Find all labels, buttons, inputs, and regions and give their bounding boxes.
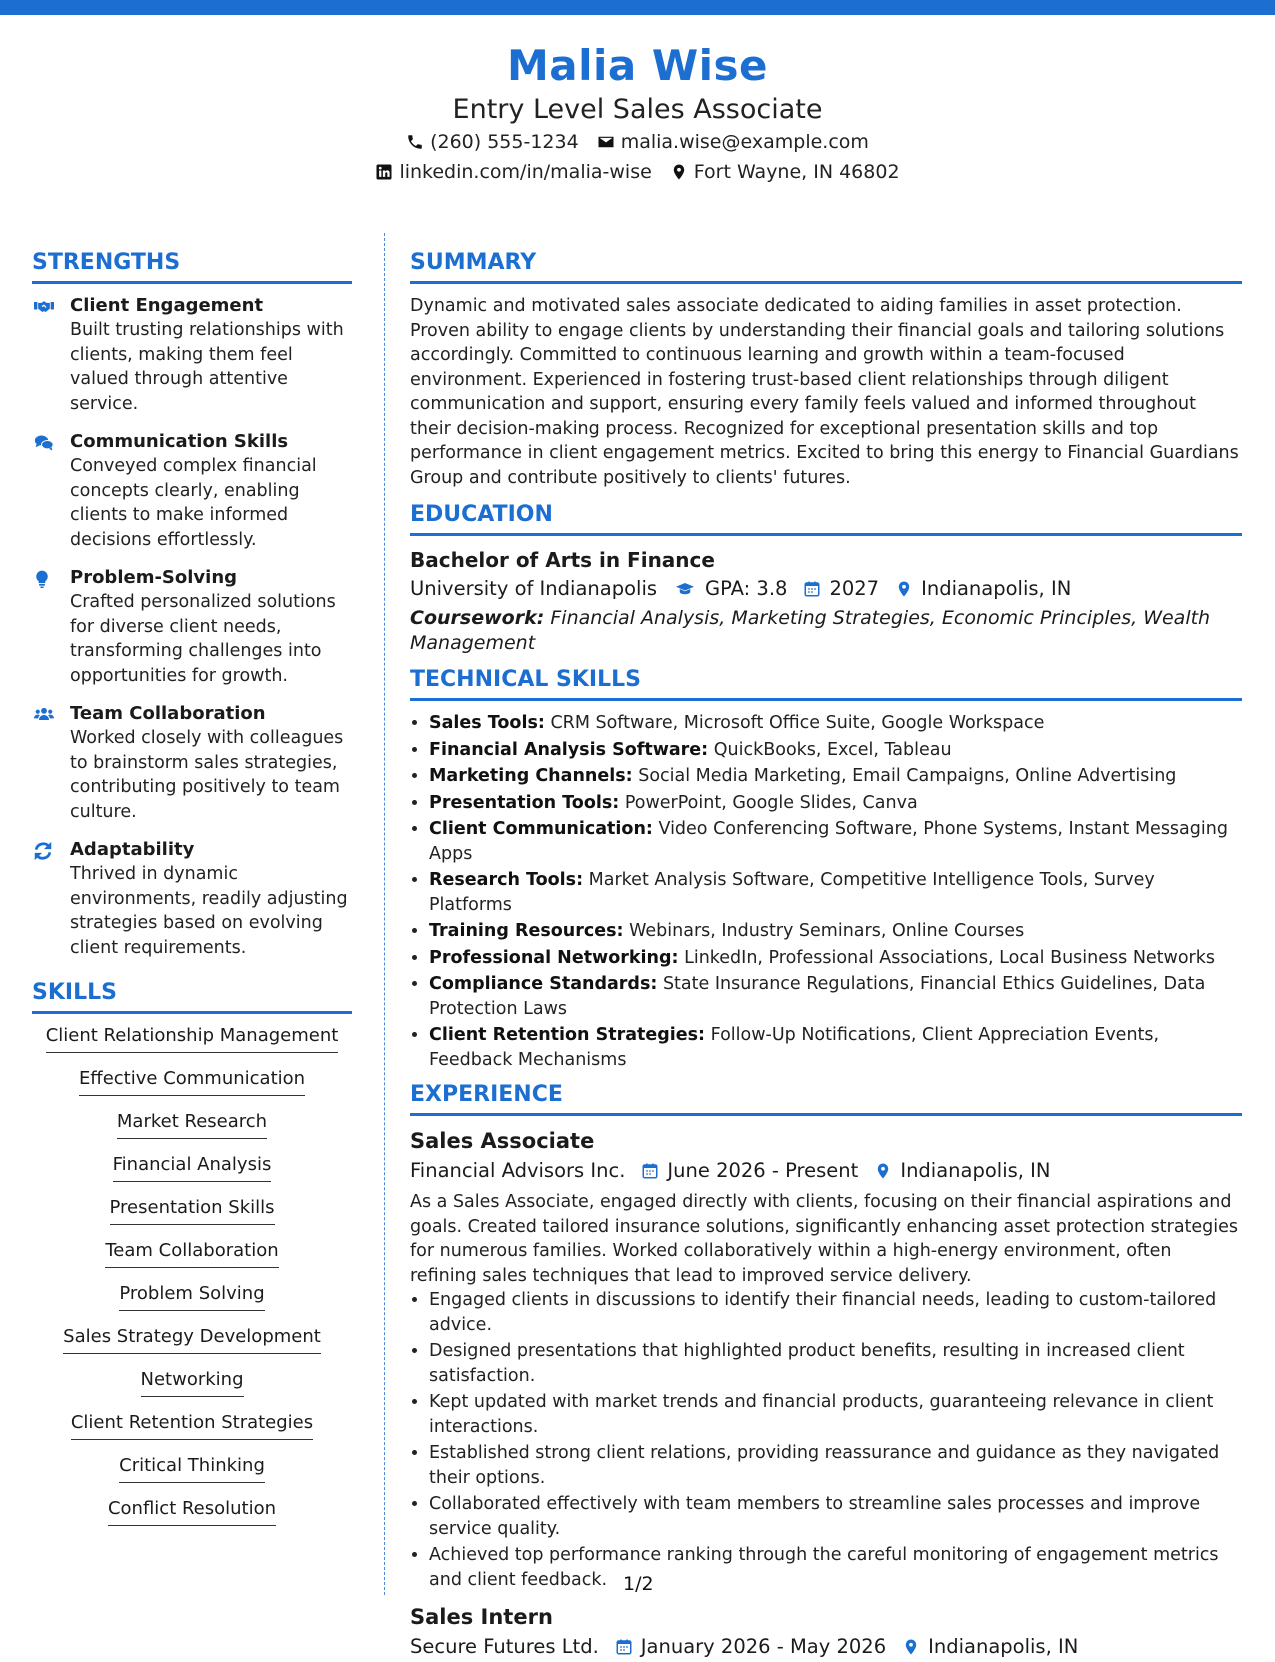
map-marker-icon [874,1162,892,1180]
right-column [410,250,1242,1662]
contact-linkedin[interactable] [375,157,651,187]
left-column [32,250,352,1540]
calendar-icon [615,1638,633,1656]
job-dates [615,1632,886,1662]
strength-title: Communication Skills [70,431,289,452]
strengths-heading: STRENGTHS [32,250,352,284]
job-summary: As a Sales Associate, engaged directly with clients, focusing on their financial aspirations and goals. Created tailored insurance solutions, significantly enhancing asset protection strategies for numerous families. Worked collaboratively within a high-energy environment, often refining sales techniques that lead to improved service delivery. [410,1192,1239,1286]
list-item: • Achieved top performance ranking through the careful monitoring of engagement metrics and client feedback. [429,1543,1242,1592]
tech-label: Compliance Standards: [429,974,658,994]
list-item: • Kept updated with market trends and financial products, guaranteeing relevance in client interactions. [429,1390,1242,1439]
calendar-icon [803,580,821,598]
technical-skills-heading: TECHNICAL SKILLS [410,667,1242,701]
skill-item: Client Retention Strategies [71,1411,313,1440]
email-text: malia.wise@example.com [620,131,869,153]
school-name [410,574,657,604]
contact-phone[interactable] [406,127,579,157]
resume-header [0,40,1275,187]
coursework-label: Coursework: [410,607,545,629]
map-marker-icon [895,580,913,598]
summary-text: Dynamic and motivated sales associate dedicated to aiding families in asset protection. Proven ability to engage clients by understanding their financial goals and tailoring solutions accordingly. Committed to continuous learning and growth within a team-focused environment. Experienced in fostering trust-based client relationships through diligent communication and support, ensuring every family feels valued and informed throughout their decision-making process. Recognized for exceptional presentation skills and top performance in client engagement metrics. Excited to bring this energy to Financial Guardians Group and contribute positively to clients' futures. [410,296,1239,488]
summary-heading: SUMMARY [410,250,1242,284]
job-entry [410,1602,1242,1662]
calendar-icon [641,1162,659,1180]
candidate-name: Malia Wise [506,41,769,90]
strength-item [32,566,352,688]
skill-item: Market Research [117,1110,267,1139]
lightbulb-icon [32,568,52,590]
column-divider [384,233,385,1595]
job-location [874,1156,1050,1186]
envelope-icon [597,133,615,151]
tech-value: Video Conferencing Software, Phone Systems, Instant Messaging Apps [429,819,1228,864]
tech-label: Marketing Channels: [429,766,633,786]
candidate-title: Entry Level Sales Associate [452,94,823,125]
page-number: 1/2 [623,1573,654,1595]
tech-value: CRM Software, Microsoft Office Suite, Google Workspace [550,713,1045,733]
year-text: 2027 [829,577,880,600]
graduation-cap-icon [673,580,697,598]
skill-item: Team Collaboration [105,1239,278,1268]
contact-email[interactable] [597,127,869,157]
list-item [429,764,1242,789]
strength-desc: Worked closely with colleagues to brainstorm sales strategies, contributing positively to team culture. [70,728,344,822]
job-title: Sales Associate [410,1129,595,1153]
education-meta [410,574,1242,604]
users-icon [32,705,56,725]
skill-item: Sales Strategy Development [63,1325,321,1354]
map-marker-icon [902,1638,920,1656]
job-location-text: Indianapolis, IN [900,1159,1051,1182]
strength-desc: Crafted personalized solutions for diverse client needs, transforming challenges into opportunities for growth. [70,592,336,686]
strength-title: Problem-Solving [70,567,238,588]
list-item [429,711,1242,736]
tech-value: Social Media Marketing, Email Campaigns, Online Advertising [638,766,1177,786]
top-accent-bar [0,0,1275,15]
strength-desc: Conveyed complex financial concepts clearly, enabling clients to make informed decisions effortlessly. [70,456,317,550]
phone-text: (260) 555-1234 [430,131,579,153]
strength-item [32,702,352,824]
degree-title: Bachelor of Arts in Finance [410,548,715,572]
handshake-icon [32,297,56,317]
tech-label: Financial Analysis Software: [429,739,709,760]
edu-location [895,574,1071,604]
experience-heading: EXPERIENCE [410,1082,1242,1116]
linkedin-text: linkedin.com/in/malia-wise [399,161,652,183]
tech-value: Follow-Up Notifications, Client Appreciation Events, Feedback Mechanisms [429,1025,1160,1070]
tech-label: Professional Networking: [429,947,679,968]
list-item [429,817,1242,866]
contact-location [670,157,900,187]
grad-year [803,574,879,604]
tech-label: Client Communication: [429,819,653,839]
job-meta [410,1156,1242,1186]
list-item [429,868,1242,917]
coursework-text: Financial Analysis, Marketing Strategies, Economic Principles, Wealth Management [410,607,1211,654]
strength-title: Adaptability [70,839,195,860]
tech-label: Client Retention Strategies: [429,1025,706,1045]
education-heading: EDUCATION [410,502,1242,536]
skills-heading: SKILLS [32,980,352,1014]
job-entry [410,1126,1242,1592]
list-item [429,738,1242,763]
company [410,1632,599,1662]
strength-item [32,430,352,552]
list-item: • Designed presentations that highlighted product benefits, resulting in increased client satisfaction. [429,1339,1242,1388]
skills-list [32,1024,352,1526]
phone-icon [406,133,424,151]
tech-label: Sales Tools: [429,713,545,733]
skill-item: Presentation Skills [110,1196,275,1225]
list-item [429,946,1242,971]
job-bullets [410,1288,1242,1592]
strength-title: Client Engagement [70,295,264,316]
gpa [673,574,787,604]
company-text: Secure Futures Ltd. [410,1635,599,1658]
tech-value: Webinars, Industry Seminars, Online Courses [629,921,1025,941]
linkedin-icon [375,163,393,181]
dates-text: January 2026 - May 2026 [640,1635,887,1658]
strength-item [32,838,352,960]
dates-text: June 2026 - Present [667,1159,859,1182]
list-item: • Engaged clients in discussions to identify their financial needs, leading to custom-tailored advice. [429,1288,1242,1337]
skill-item: Problem Solving [119,1282,264,1311]
technical-skills-list [410,711,1242,1072]
coursework [410,606,1242,655]
tech-value: LinkedIn, Professional Associations, Local Business Networks [684,947,1215,968]
job-dates [641,1156,858,1186]
tech-value: PowerPoint, Google Slides, Canva [624,792,918,813]
skill-item: Effective Communication [79,1067,305,1096]
list-item: • Collaborated effectively with team members to streamline sales processes and improve service quality. [429,1492,1242,1541]
tech-label: Research Tools: [429,870,584,890]
tech-label: Training Resources: [429,921,624,941]
map-marker-icon [670,163,688,181]
location-text: Fort Wayne, IN 46802 [693,161,900,183]
tech-value: Market Analysis Software, Competitive Intelligence Tools, Survey Platforms [429,870,1155,915]
company-text: Financial Advisors Inc. [410,1159,626,1182]
list-item: • Established strong client relations, providing reassurance and guidance as they navigated their options. [429,1441,1242,1490]
list-item [429,1023,1242,1072]
list-item [429,919,1242,944]
skill-item: Networking [141,1368,244,1397]
strength-desc: Built trusting relationships with clients, making them feel valued through attentive service. [70,320,344,414]
strengths-list [32,294,352,960]
strength-title: Team Collaboration [70,703,266,724]
skill-item: Conflict Resolution [108,1497,276,1526]
tech-value: QuickBooks, Excel, Tableau [713,739,952,760]
contact-line-2 [0,157,1275,187]
strength-item [32,294,352,416]
edu-location-text: Indianapolis, IN [921,577,1072,600]
list-item [429,791,1242,816]
company [410,1156,625,1186]
gpa-text: GPA: 3.8 [705,577,788,600]
strength-desc: Thrived in dynamic environments, readily adjusting strategies based on evolving client requirements. [70,864,348,958]
school-text: University of Indianapolis [410,577,658,600]
skill-item: Financial Analysis [113,1153,272,1182]
skill-item: Client Relationship Management [46,1024,339,1053]
job-meta [410,1632,1242,1662]
sync-icon [32,840,54,862]
skill-item: Critical Thinking [119,1454,265,1483]
tech-value: State Insurance Regulations, Financial Ethics Guidelines, Data Protection Laws [429,974,1206,1019]
contact-line-1 [0,127,1275,157]
job-location-text: Indianapolis, IN [928,1635,1079,1658]
tech-label: Presentation Tools: [429,792,620,813]
comments-icon [32,433,56,453]
job-location [902,1632,1078,1662]
job-title: Sales Intern [410,1605,553,1629]
list-item [429,972,1242,1021]
